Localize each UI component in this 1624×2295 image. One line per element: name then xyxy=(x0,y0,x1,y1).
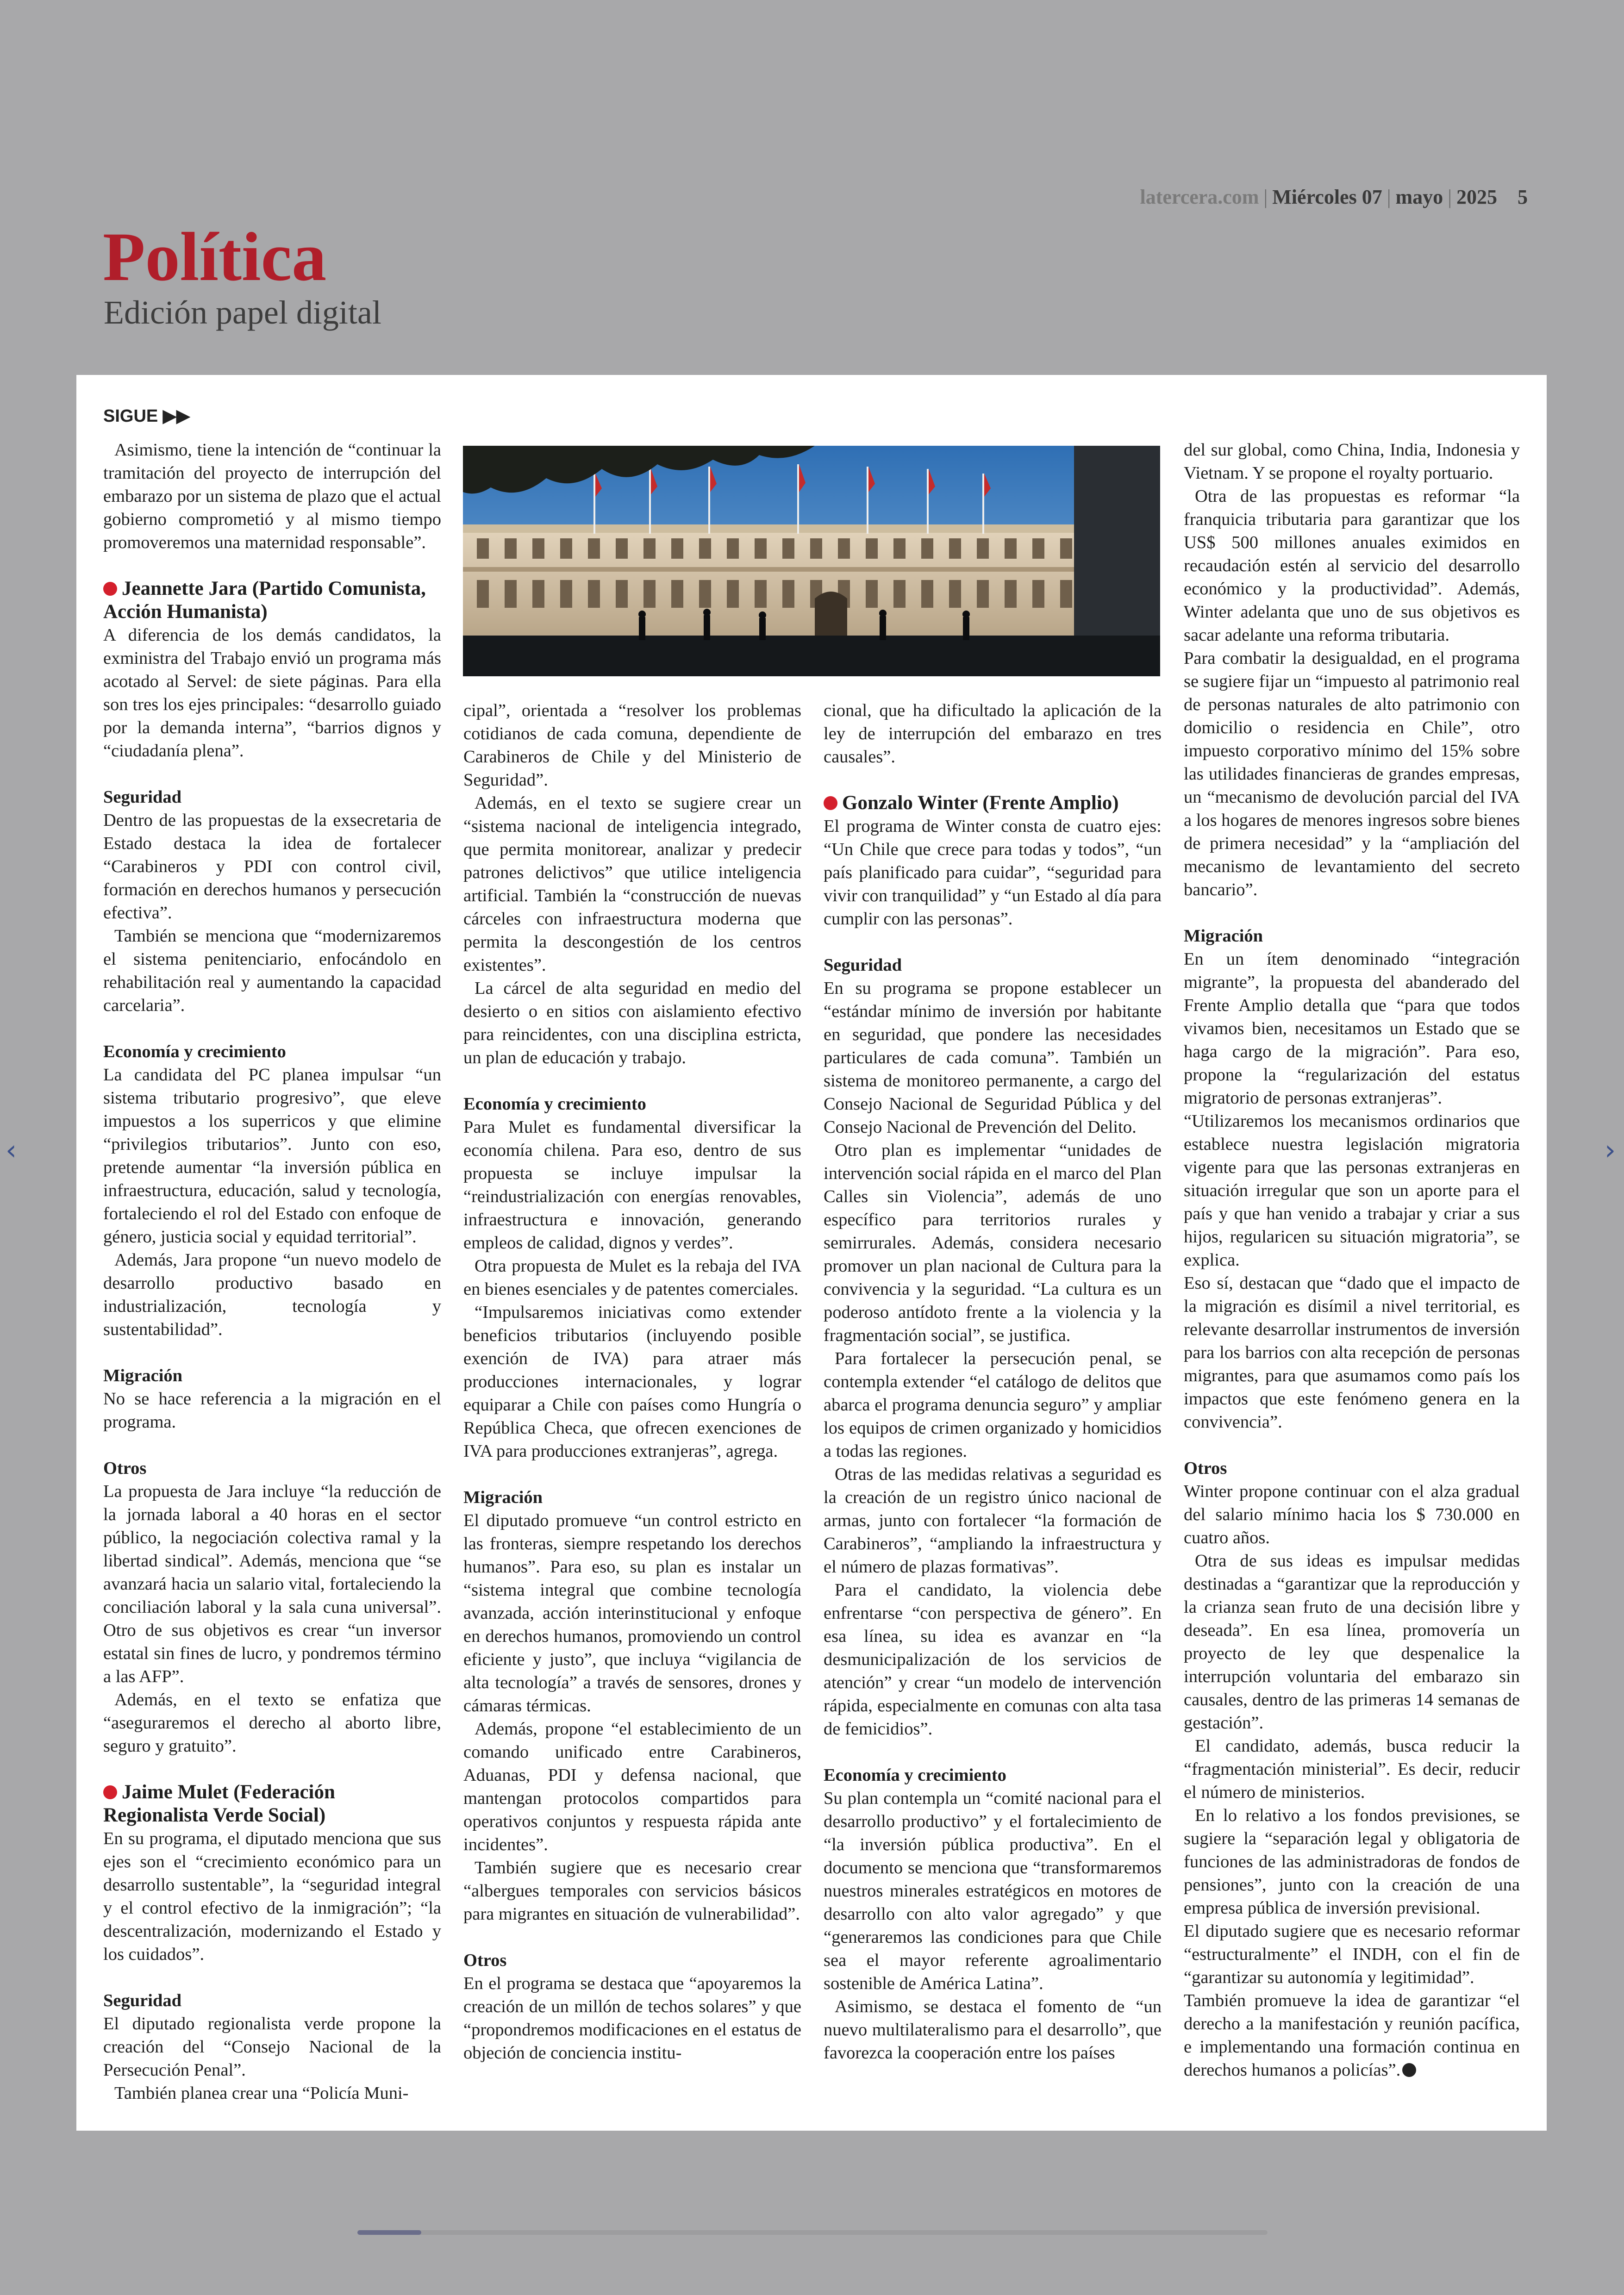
body-paragraph xyxy=(1184,1110,1520,1272)
paragraph-text: El diputado regionalista verde propone la creación del “Consejo Nacional de la Persecución Penal”. xyxy=(103,2014,441,2080)
candidate-heading xyxy=(103,577,441,624)
body-paragraph xyxy=(463,1116,801,1254)
body-paragraph xyxy=(103,1480,441,1688)
paragraph-text: Winter propone continuar con el alza gradual del salario mínimo hacia los $ 730.000 en cuatro años. xyxy=(1184,1482,1520,1547)
body-paragraph xyxy=(824,1787,1162,1995)
subsection-heading: Economía y crecimiento xyxy=(103,1042,286,1061)
subsection-heading: Migración xyxy=(1184,926,1263,946)
body-paragraph xyxy=(824,1463,1162,1578)
paragraph-text: Asimismo, se destaca el fomento de “un nuevo multilateralismo para el desarrollo”, que favorezca la cooperación entre los países xyxy=(824,1997,1162,2063)
body-paragraph xyxy=(1184,1734,1520,1804)
body-paragraph xyxy=(463,1301,801,1463)
previous-page-chevron-icon[interactable]: ‹ xyxy=(6,1134,17,1166)
body-paragraph xyxy=(463,1972,801,2064)
page-progress-fill xyxy=(357,2230,421,2235)
candidate-heading xyxy=(824,792,1162,815)
body-paragraph xyxy=(1184,485,1520,647)
body-paragraph xyxy=(103,809,441,924)
page-progress-bar[interactable] xyxy=(357,2230,1268,2235)
paragraph-text: También planea crear una “Policía Muni- xyxy=(114,2083,409,2103)
body-paragraph xyxy=(824,1578,1162,1740)
paragraph-text: En su programa, el diputado menciona que sus ejes son el “crecimiento económico para un desarrollo sustentable”, la “seguridad integral y el control efectivo de la inmigración”; “la descentralización, modernizando el Estado y los cuidados”. xyxy=(103,1829,441,1964)
body-paragraph xyxy=(463,1856,801,1926)
body-paragraph xyxy=(103,1827,441,1966)
paragraph-text: del sur global, como China, India, Indonesia y Vietnam. Y se propone el royalty portuario. xyxy=(1184,440,1520,483)
paragraph-text: cional, que ha dificultado la aplicación de la ley de interrupción del embarazo en tres causales”. xyxy=(824,701,1162,767)
body-paragraph xyxy=(1184,1920,1520,1989)
continued-label: SIGUE ▶▶ xyxy=(103,406,190,426)
paragraph-text: En el programa se destaca que “apoyaremos la creación de un millón de techos solares” y que “propondremos modificaciones en el estatus de objeción de conciencia institu- xyxy=(463,1974,801,2063)
paragraph-text: La cárcel de alta seguridad en medio del desierto o en sitios con aislamiento efectivo para reincidentes, con una disciplina estricta, un plan de educación y trabajo. xyxy=(463,979,801,1067)
body-paragraph xyxy=(824,1139,1162,1347)
subsection-heading: Economía y crecimiento xyxy=(824,1765,1006,1785)
paragraph-text: Además, en el texto se sugiere crear un “sistema nacional de inteligencia integrado, que permita monitorear, analizar y predecir patrones delictivos” que utilice inteligencia artificial. También la “construcción de nuevas cárceles con infraestructura moderna que permita la descongestión de los centros existentes”. xyxy=(463,793,801,975)
candidate-heading-text: Jaime Mulet (Federación Regionalista Verde Social) xyxy=(103,1781,335,1826)
section-title: Política xyxy=(103,218,327,295)
subsection-heading: Seguridad xyxy=(103,787,182,807)
article-column-1 xyxy=(103,438,441,2105)
candidate-heading-text: Gonzalo Winter (Frente Amplio) xyxy=(842,792,1119,814)
body-paragraph xyxy=(1184,1804,1520,1920)
body-paragraph xyxy=(1184,647,1520,901)
body-paragraph xyxy=(463,1717,801,1856)
paragraph-text: Para Mulet es fundamental diversificar la economía chilena. Para eso, dentro de sus propuesta se incluye impulsar la “reindustrialización con energías renovables, infraestructura e innovación, generando empleos de calidad, dignos y verdes”. xyxy=(463,1117,801,1253)
subsection-heading: Economía y crecimiento xyxy=(463,1094,646,1114)
paragraph-text: Dentro de las propuestas de la exsecretaria de Estado destaca la idea de fortalecer “Carabineros y PDI con control civil, formación en derechos humanos y persecución efectiva”. xyxy=(103,811,441,923)
body-paragraph xyxy=(463,792,801,977)
paragraph-text: La candidata del PC planea impulsar “un sistema tributario progresivo”, que eleve impuestos a los superricos y que elimine “privilegios tributarios”. Junto con eso, pretende aumentar “la inversión pública en infraestructura, educación, salud y tecnología, fortaleciendo el rol del Estado con enfoque de género, justicia social y equidad territorial”. xyxy=(103,1065,441,1247)
subsection-heading: Otros xyxy=(463,1951,507,1970)
paragraph-text: El diputado promueve “un control estricto en las fronteras, siempre respetando los derechos humanos”. Para eso, su plan es instalar un “sistema integral que combine tecnología avanzada, acción interinstitucional y enfoque en derechos humanos, promoviendo un control eficiente y justo”, que incluya “vigilancia de alta tecnología” a través de sensores, drones y cámaras térmicas. xyxy=(463,1511,801,1715)
page-header-meta: latercera.com | Miércoles 07 | mayo | 2025 5 xyxy=(1140,186,1528,208)
body-paragraph xyxy=(1184,1549,1520,1734)
body-paragraph xyxy=(103,1063,441,1248)
subsection-heading: Otros xyxy=(1184,1459,1227,1478)
body-paragraph xyxy=(1184,1272,1520,1434)
la-moneda-palace-photo xyxy=(463,446,1160,676)
subsection-heading: Migración xyxy=(463,1488,543,1507)
paragraph-text: Para el candidato, la violencia debe enfrentarse “con perspectiva de género”. En esa línea, su idea es avanzar en “la desmunicipalización de los servicios de atención” y crear “un modelo de intervención rápida, especialmente en comunas con alta tasa de femicidios”. xyxy=(824,1580,1162,1739)
red-bullet-icon xyxy=(103,1785,117,1799)
subsection-heading: Otros xyxy=(103,1459,147,1478)
section-subtitle: Edición papel digital xyxy=(104,294,381,331)
paragraph-text: Asimismo, tiene la intención de “continuar la tramitación del proyecto de interrupción del embarazo por un sistema de plazo que el actual gobierno comprometió y al mismo tiempo promoveremos una maternidad responsable”. xyxy=(103,440,441,552)
paragraph-text: Otro plan es implementar “unidades de intervención social rápida en el marco del Plan Calles sin Violencia”, además de uno específico para territorios rurales y semirrurales. Además, considera necesario promover un plan nacional de Cultura para la convivencia y la seguridad. “La cultura es un poderoso antídoto frente a la violencia y la fragmentación social”, se justifica. xyxy=(824,1141,1162,1345)
paragraph-text: También se menciona que “modernizaremos el sistema penitenciario, enfocándolo en rehabilitación real y aumentando la capacidad carcelaria”. xyxy=(103,926,441,1015)
body-paragraph xyxy=(824,1995,1162,2064)
subsection-heading: Seguridad xyxy=(103,1991,182,2010)
paragraph-text: Su plan contempla un “comité nacional para el desarrollo productivo” y el fortalecimiento de “la inversión pública productiva”. En el documento se menciona que “transformaremos nuestros minerales estratégicos en motores de desarrollo con alto valor agregado” y que “generaremos las condiciones para que Chile sea el mayor referente agroalimentario sostenible de América Latina”. xyxy=(824,1789,1162,1993)
body-paragraph xyxy=(824,815,1162,930)
paragraph-text: El programa de Winter consta de cuatro ejes: “Un Chile que crece para todas y todos”, “un país planificado para cuidar”, “seguridad para vivir con tranquilidad” y “un Estado al día para cumplir con las personas”. xyxy=(824,817,1162,929)
paragraph-text: “Impulsaremos iniciativas como extender beneficios tributarios (incluyendo posible exención de IVA) para atraer más producciones internacionales, y lograr equiparar a Chile con países como Hungría o República Checa, que ofrecen exenciones de IVA para producciones extranjeras”, agrega. xyxy=(463,1303,801,1461)
body-paragraph xyxy=(103,1688,441,1758)
paragraph-text: Otra propuesta de Mulet es la rebaja del IVA en bienes esenciales y de patentes comerciales. xyxy=(463,1256,801,1299)
page-number: 5 xyxy=(1518,186,1528,208)
body-paragraph xyxy=(824,1347,1162,1463)
paragraph-text: También promueve la idea de garantizar “el derecho a la manifestación y reunión pacífica, e implementando una formación continua en derechos humanos a policías”. xyxy=(1184,1991,1520,2080)
candidate-heading xyxy=(103,1781,441,1827)
paragraph-text: Además, en el texto se enfatiza que “aseguraremos el derecho al aborto libre, seguro y gratuito”. xyxy=(103,1690,441,1756)
paragraph-text: Otra de las propuestas es reformar “la franquicia tributaria para garantizar que los US$ 500 millones anuales eximidos en recaudación estén al servicio del desarrollo económico y la productividad”. Además, Winter adelanta que uno de sus objetivos es sacar adelante una reforma tributaria. xyxy=(1184,486,1520,645)
paragraph-text: cipal”, orientada a “resolver los problemas cotidianos de cada comuna, dependiente de Carabineros de Chile y del Ministerio de Seguridad”. xyxy=(463,701,801,790)
subsection-heading: Migración xyxy=(103,1366,183,1385)
paragraph-text: No se hace referencia a la migración en el programa. xyxy=(103,1389,441,1432)
paragraph-text: En lo relativo a los fondos previsiones, se sugiere la “separación legal y obligatoria de funciones de las administradoras de fondos de pensiones”, junto con la creación de una empresa pública de inversión previsional. xyxy=(1184,1806,1520,1918)
date-day: Miércoles 07 xyxy=(1272,186,1382,208)
paragraph-text: “Utilizaremos los mecanismos ordinarios que establece nuestra legislación migratoria vigente para que las personas extranjeras en situación irregular que son un aporte para el país y que han venido a trabajar y criar a sus hijos, regularicen su situación migratoria”, se explica. xyxy=(1184,1111,1520,1270)
red-bullet-icon xyxy=(824,796,837,810)
body-paragraph xyxy=(103,438,441,554)
body-paragraph xyxy=(463,699,801,792)
body-paragraph xyxy=(103,2012,441,2082)
paragraph-text: La propuesta de Jara incluye “la reducción de la jornada laboral a 40 horas en el sector público, la negociación colectiva ramal y la libertad sindical”. Además, menciona que “se avanzará hacia un salario vital, fortaleciendo la conciliación laboral y la sala cuna universal”. Otro de sus objetivos es crear “un inversor estatal sin fines de lucro, y pondremos término a las AFP”. xyxy=(103,1482,441,1686)
body-paragraph xyxy=(463,1254,801,1301)
body-paragraph xyxy=(824,699,1162,768)
la-moneda-photo xyxy=(463,446,1160,676)
body-paragraph xyxy=(1184,1989,1520,2082)
paragraph-text: Otra de sus ideas es impulsar medidas destinadas a “garantizar que la reproducción y la crianza sean fruto de una decisión libre y deseada”. En esa línea, promovería un proyecto de ley que despenalice la interrupción voluntaria del embarazo sin causales, dentro de las primeras 14 semanas de gestación”. xyxy=(1184,1551,1520,1733)
paragraph-text: A diferencia de los demás candidatos, la exministra del Trabajo envió un programa más acotado al Servel: de siete páginas. Para ella son tres los ejes principales: “desarrollo guiado por la demanda interna”, “barrios dignos y “ciudadanía plena”. xyxy=(103,625,441,761)
body-paragraph xyxy=(1184,1480,1520,1549)
body-paragraph xyxy=(103,1248,441,1341)
body-paragraph xyxy=(1184,948,1520,1110)
date-month: mayo xyxy=(1395,186,1443,208)
paragraph-text: El candidato, además, busca reducir la “fragmentación ministerial”. Es decir, reducir el número de ministerios. xyxy=(1184,1736,1520,1802)
paragraph-text: Eso sí, destacan que “dado que el impacto de la migración es disímil a nivel territorial, es relevante desarrollar instrumentos de inversión para los barrios con alta recepción de personas migrantes, para que asumamos como país los impactos que este fenómeno genera en la convivencia”. xyxy=(1184,1273,1520,1432)
body-paragraph xyxy=(1184,438,1520,485)
paragraph-text: Además, propone “el establecimiento de un comando unificado entre Carabineros, Aduanas, PDI y defensa nacional, que mantengan protocolos compartidos para operativos conjuntos y respuesta rápida ante incidentes”. xyxy=(463,1719,801,1854)
paragraph-text: También sugiere que es necesario crear “albergues temporales con servicios básicos para migrantes en situación de vulnerabilidad”. xyxy=(463,1858,801,1924)
paragraph-text: En un ítem denominado “integración migrante”, la propuesta del abanderado del Frente Amplio detalla que “para que todos vivamos bien, necesitamos un Estado que se haga cargo de la migración”. Para eso, propone la “regularización del estatus migratorio de personas extranjeras”. xyxy=(1184,949,1520,1108)
candidate-heading-text: Jeannette Jara (Partido Comunista, Acción Humanista) xyxy=(103,578,426,623)
article-page xyxy=(76,375,1547,2131)
article-column-2 xyxy=(463,699,801,2064)
paragraph-text: Además, Jara propone “un nuevo modelo de desarrollo productivo basado en industrialización, tecnología y sustentabilidad”. xyxy=(103,1250,441,1339)
site-name: latercera.com xyxy=(1140,186,1259,208)
body-paragraph xyxy=(463,1509,801,1717)
subsection-heading: Seguridad xyxy=(824,955,902,975)
body-paragraph xyxy=(103,1387,441,1434)
body-paragraph xyxy=(824,977,1162,1139)
body-paragraph xyxy=(103,624,441,762)
next-page-chevron-icon[interactable]: › xyxy=(1605,1134,1616,1166)
paragraph-text: El diputado sugiere que es necesario reformar “estructuralmente” el INDH, con el fin de “garantizar su autonomía y legitimidad”. xyxy=(1184,1921,1520,1987)
body-paragraph xyxy=(103,924,441,1017)
article-column-3 xyxy=(824,699,1162,2064)
paragraph-text: Para combatir la desigualdad, en el programa se sugiere fijar un “impuesto al patrimonio real de personas naturales de alto patrimonio con domicilio o residencia en Chile”, otro impuesto corporativo mínimo del 15% sobre las utilidades financieras de grandes empresas, un “mecanismo de devolución parcial del IVA a los hogares de menores ingresos sobre bienes de primera necesidad” y la “ampliación del mecanismo de levantamiento del secreto bancario”. xyxy=(1184,649,1520,899)
body-paragraph xyxy=(103,2082,441,2105)
red-bullet-icon xyxy=(103,582,117,596)
body-paragraph xyxy=(463,977,801,1069)
paragraph-text: Otras de las medidas relativas a seguridad es la creación de un registro único nacional de armas, junto con fortalecer “la formación de Carabineros”, “ampliando la infraestructura y el número de plazas formativas”. xyxy=(824,1465,1162,1577)
paragraph-text: Para fortalecer la persecución penal, se contempla extender “el catálogo de delitos que abarca el programa denuncia seguro” y ampliar los equipos de crimen organizado y homicidios a todas las regiones. xyxy=(824,1349,1162,1461)
paragraph-text: En su programa se propone establecer un “estándar mínimo de inversión por habitante en seguridad, que pondere las necesidades particulares de cada comuna”. También un sistema de monitoreo permanente, a cargo del Consejo Nacional de Seguridad Pública y del Consejo Nacional de Prevención del Delito. xyxy=(824,979,1162,1137)
article-column-4 xyxy=(1184,438,1520,2082)
date-year: 2025 xyxy=(1456,186,1497,208)
end-of-article-icon xyxy=(1402,2063,1416,2077)
